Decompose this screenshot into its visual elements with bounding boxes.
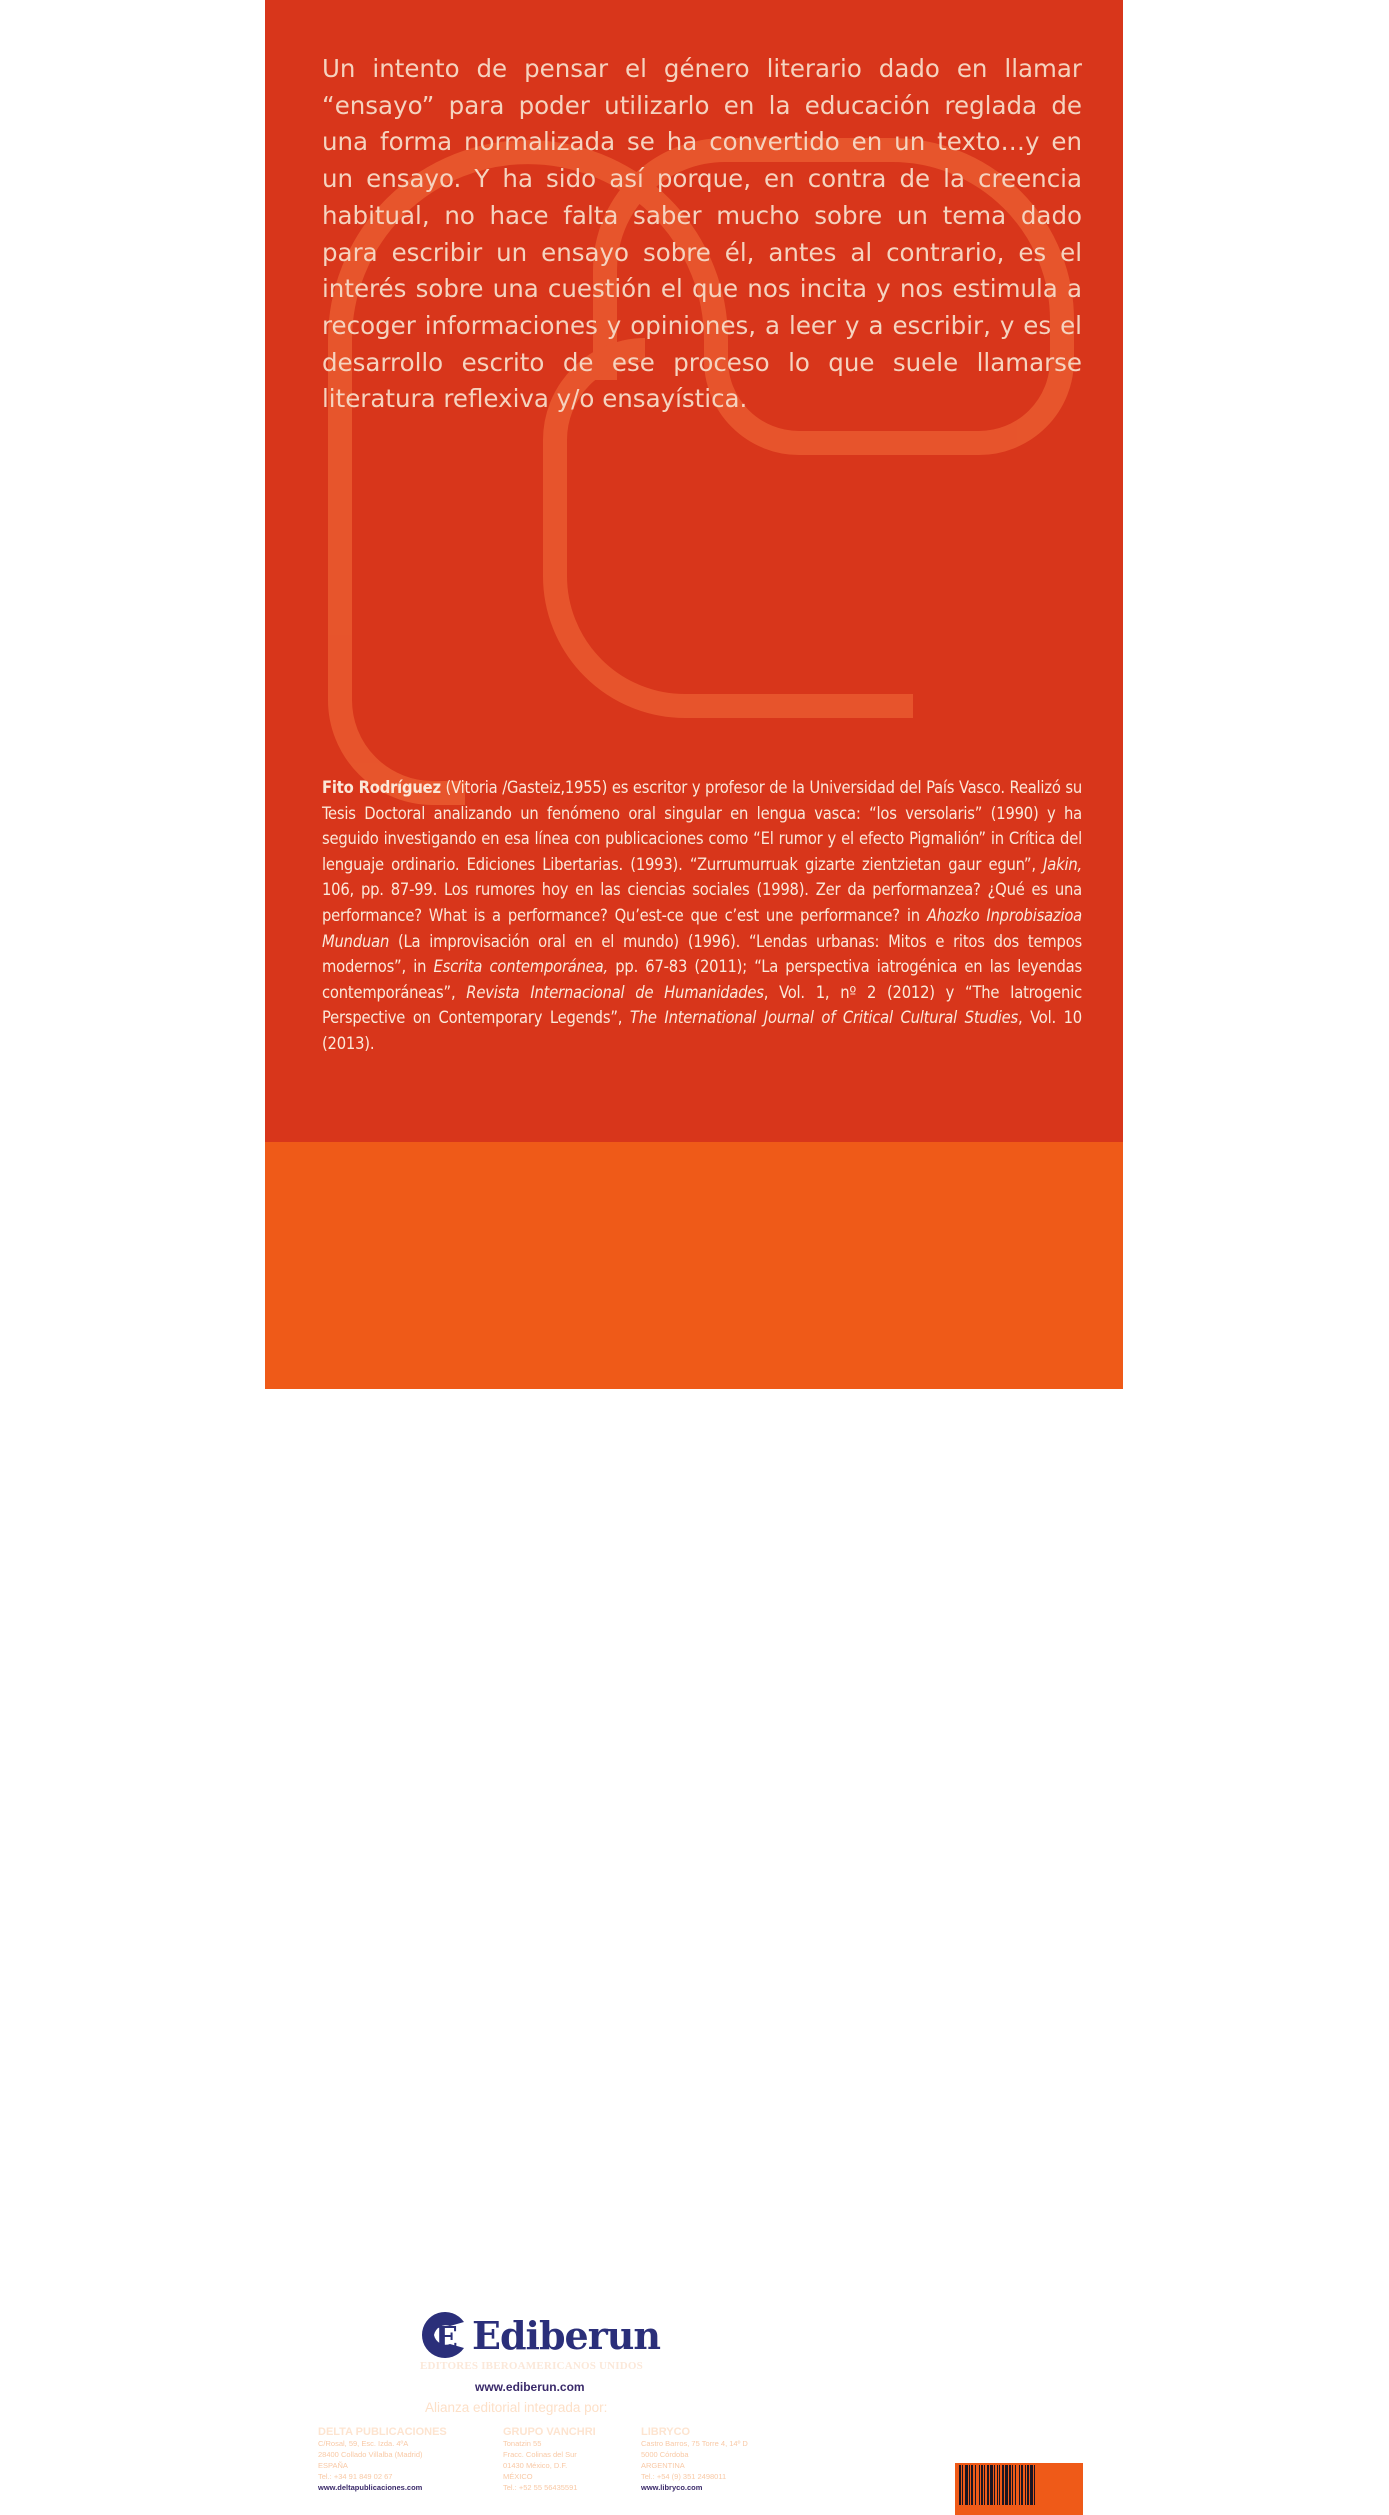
- partner-libryco: [641, 2426, 748, 2493]
- barcode-bar: [990, 2465, 993, 2505]
- ediberun-e-icon: [420, 2310, 470, 2360]
- barcode-bar: [1034, 2465, 1035, 2505]
- back-cover-blurb: Un intento de pensar el género literario dado en llamar “ensayo” para poder utilizarlo en la educación reglada de una forma normalizada se ha convertido en un texto…y en un ensayo. Y ha sido así porque, en contra de la creencia habitual, no hace falta saber mucho sobre un tema dado para escribir un ensayo sobre él, antes al contrario, es el interés sobre una cuestión el que nos incita y nos estimula a recoger informaciones y opiniones, a leer y a escribir, y es el desarrollo escrito de ese proceso lo que suele llamarse literatura reflexiva y/o ensayística.: [322, 54, 1082, 414]
- publisher-band: [265, 1142, 1123, 2492]
- partner-website-link[interactable]: www.libryco.com: [641, 2483, 703, 2492]
- barcode-bar: [987, 2465, 989, 2505]
- bio-italic: Revista Internacional de Humanidades: [466, 982, 764, 1002]
- partner-address-line: C/Rosal, 59, Esc. Izda. 4ºA: [318, 2439, 409, 2448]
- barcode-bar: [1015, 2465, 1016, 2505]
- book-back-cover: [265, 0, 1123, 2492]
- bio-italic: Jakin,: [1043, 854, 1082, 874]
- partner-address-line: ESPAÑA: [318, 2461, 348, 2470]
- bio-text: pp. 67-83 (2011); “La perspectiva iatrogénica en las leyendas contemporáneas”,: [322, 957, 1082, 1002]
- barcode-bar: [969, 2465, 970, 2505]
- ediberun-logo: [420, 2310, 680, 2370]
- bio-text: , Vol. 10 (2013).: [322, 1008, 1082, 1053]
- partner-address-line: 5000 Córdoba: [641, 2450, 689, 2459]
- isbn-barcode: [955, 2463, 1083, 2515]
- barcode-bar: [1009, 2465, 1011, 2505]
- bio-text: (La improvisación oral en el mundo) (1996). “Lendas urbanas: Mitos e ritos dos tempos modernos”, in: [322, 931, 1082, 977]
- partner-website-link[interactable]: www.deltapublicaciones.com: [318, 2483, 423, 2492]
- barcode-bar: [994, 2465, 995, 2505]
- bio-text: (Vitoria /Gasteiz,1955) es escritor y profesor de la Universidad del País Vasco. Realizó su Tesis Doctoral analizando un fenómeno oral singular en lengua vasca: “los versolaris” (1990) y ha seguido investigando en esa línea con publicaciones como “El rumor y el efecto Pigmalión” in Crítica del lenguaje ordinario. Ediciones Libertarias. (1993). “Zurrumurruak gizarte zientzietan gaur egun”,: [322, 778, 1082, 874]
- partner-name: GRUPO VANCHRI: [503, 2426, 596, 2438]
- bio-text: , Vol. 1, nº 2 (2012) y “The Iatrogenic Perspective on Contemporary Legends”,: [322, 982, 1082, 1028]
- barcode-bar: [1025, 2465, 1026, 2505]
- logo-wordmark: Ediberun: [472, 2313, 660, 2358]
- alliance-caption: Alianza editorial integrada por:: [425, 2400, 608, 2415]
- barcode-bar: [1027, 2465, 1029, 2505]
- partner-address-line: Castro Barros, 75 Torre 4, 14º D: [641, 2439, 748, 2448]
- barcode-bar: [1012, 2465, 1013, 2505]
- barcode-bar: [1021, 2465, 1023, 2505]
- partner-phone: Tel.: +34 91 849 02 67: [318, 2472, 393, 2481]
- barcode-bar: [981, 2465, 983, 2505]
- partner-phone: Tel.: +52 55 56435591: [503, 2483, 578, 2492]
- barcode-bar: [975, 2465, 976, 2505]
- barcode-bar: [959, 2465, 961, 2505]
- barcode-bar: [979, 2465, 980, 2505]
- barcode-bar: [1030, 2465, 1033, 2505]
- partner-address-line: 28400 Collado Villalba (Madrid): [318, 2450, 423, 2459]
- partner-name: LIBRYCO: [641, 2426, 691, 2438]
- barcode-bar: [1019, 2465, 1020, 2505]
- logo-tagline: EDITORES IBEROAMERICANOS UNIDOS: [420, 2360, 643, 2372]
- author-name: Fito Rodríguez: [322, 778, 441, 797]
- partner-address-line: ARGENTINA: [641, 2461, 685, 2470]
- bio-italic: Ahozko Inprobisazioa Munduan: [322, 905, 1082, 951]
- bio-italic: The International Journal of Critical Cultural Studies: [629, 1008, 1018, 1028]
- partner-name: DELTA PUBLICACIONES: [318, 2426, 447, 2438]
- bio-text: 106, pp. 87-99. Los rumores hoy en las ciencias sociales (1998). Zer da performanzea? ¿Qué es una performance? What is a performance? Qu’est-ce que c’est une performance? in: [322, 880, 1082, 925]
- partner-delta: [318, 2426, 447, 2493]
- barcode-bar: [962, 2465, 963, 2505]
- barcode-bar: [997, 2465, 998, 2505]
- partner-address-line: Fracc. Colinas del Sur: [503, 2450, 577, 2459]
- author-biography: [322, 775, 1082, 1057]
- svg-text:E: E: [435, 2321, 458, 2356]
- partner-address-line: Tonatzin 55: [503, 2439, 542, 2448]
- partner-phone: Tel.: +54 (9) 351 2498011: [641, 2472, 727, 2481]
- publisher-website-link[interactable]: www.ediberun.com: [475, 2380, 585, 2394]
- barcode-bar: [999, 2465, 1000, 2505]
- barcode-bar: [1002, 2465, 1004, 2505]
- bio-italic: Escrita contemporánea,: [433, 957, 608, 977]
- partner-vanchri: [503, 2426, 596, 2493]
- barcode-bar: [971, 2465, 973, 2505]
- barcode-bar: [1005, 2465, 1008, 2505]
- barcode-bar: [984, 2465, 985, 2505]
- partner-address-line: MÉXICO: [503, 2472, 533, 2481]
- partner-address-line: 01430 México, D.F.: [503, 2461, 568, 2470]
- barcode-bar: [965, 2465, 968, 2505]
